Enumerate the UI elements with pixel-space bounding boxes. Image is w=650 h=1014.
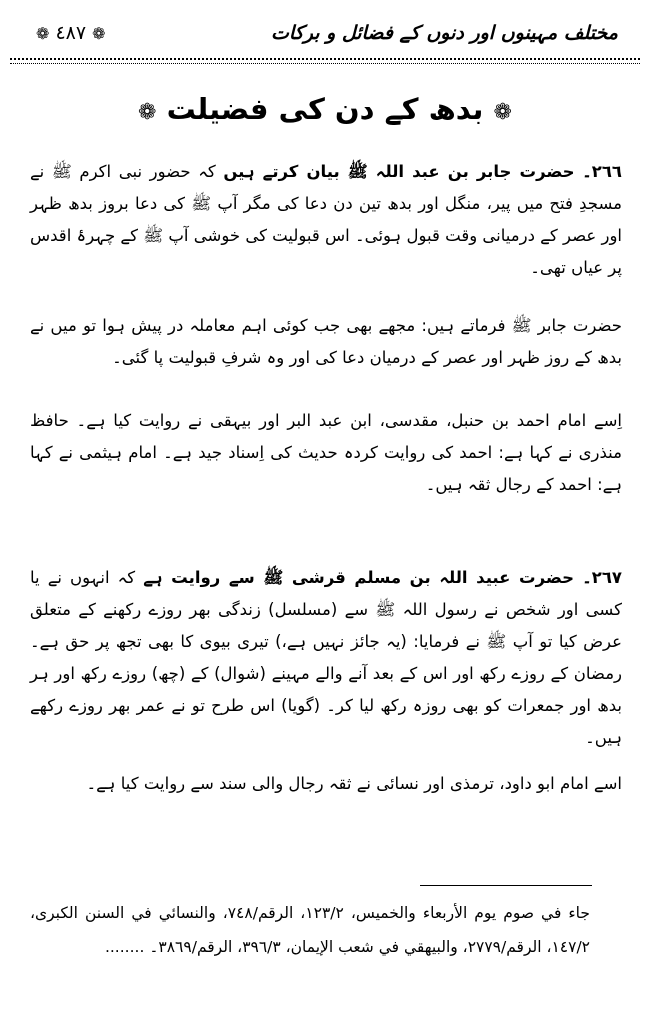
hadith-paragraph-266 [30, 156, 622, 284]
footnote-marker: ........ [104, 938, 145, 956]
footnote-text: جاء في صوم يوم الأربعاء والخميس، ١٢٣/٢، الرقم/٧٤٨، والنسائي في السنن الكبرى، ١٤٧/٢، الرقم/٢٧٧٩، والبيهقي في شعب الإيمان، ٣٩٦/٣، الرقم/٣٨٦٩۔ [30, 904, 590, 956]
header-divider [10, 58, 640, 60]
ornament-right-icon: ❁ [92, 24, 106, 43]
narrator-lead: حضرت جابر بن عبد اللہ ﷺ بیان کرتے ہیں [223, 162, 575, 181]
page-number-value: ٤٨٧ [55, 22, 87, 44]
heading-ornament-right-icon: ❁ [493, 100, 512, 125]
page-number [36, 22, 106, 44]
paragraph-text: کہ حضور نبی اکرم ﷺ نے مسجدِ فتح میں پیر، منگل اور بدھ تین دن دعا کی مگر آپ ﷺ کی دعا بروز بدھ ظہر اور عصر کے درمیانی وقت قبول ہوئی۔ اس قبولیت کی خوشی آپ ﷺ کے چہرۂ اقدس پر عیاں تھی۔ [30, 162, 622, 277]
paragraph-text: حضرت جابر ﷺ فرماتے ہیں: مجھے بھی جب کوئی اہم معاملہ در پیش ہوا تو میں نے بدھ کے روز ظہر اور عصر کے درمیان دعا کی اور وہ شرفِ قبولیت پا گئی۔ [30, 316, 622, 367]
hadith-number: ٢٦٦۔ [582, 162, 622, 181]
paragraph-text: اِسے امام احمد بن حنبل، مقدسی، ابن عبد البر اور بیہقی نے روایت کیا ہے۔ حافظ منذری نے کہا ہے: احمد کی روایت کردہ حدیث کی اِسناد جید ہے۔ امام ہیثمی نے کہا ہے: احمد کے رجال ثقہ ہیں۔ [30, 411, 622, 494]
section-heading [0, 92, 650, 126]
hadith-paragraph-267 [30, 562, 622, 754]
section-heading-text: بدھ کے دن کی فضیلت [166, 92, 484, 126]
narration-paragraph [30, 310, 622, 374]
page-header [0, 14, 650, 50]
heading-ornament-left-icon: ❁ [138, 100, 157, 125]
hadith-number: ٢٦٧۔ [582, 568, 622, 587]
reference-paragraph [30, 405, 622, 501]
narrator-lead: حضرت عبید اللہ بن مسلم قرشی ﷺ سے روایت ہے [143, 568, 575, 587]
header-divider-secondary [10, 63, 640, 64]
reference-paragraph-2 [30, 768, 622, 800]
footnote-divider [420, 885, 592, 886]
paragraph-text: کہ انہوں نے یا کسی اور شخص نے رسول اللہ ﷺ سے (مسلسل) زندگی بھر روزے رکھنے کے متعلق عرض کیا تو آپ ﷺ نے فرمایا: (یہ جائز نہیں ہے،) تیری بیوی کا بھی تجھ پر حق ہے۔ رمضان کے روزے رکھ اور اس کے بعد آنے والے مہینے (شوال) کے (چھ) روزے رکھ اور ہر بدھ اور جمعرات کو بھی روزہ رکھ لیا کر۔ (گویا) اس طرح تو نے عمر بھر روزے رکھے ہیں۔ [30, 568, 622, 747]
ornament-left-icon: ❁ [36, 24, 50, 43]
paragraph-text: اسے امام ابو داود، ترمذی اور نسائی نے ثقہ رجال والی سند سے روایت کیا ہے۔ [86, 774, 622, 793]
running-title: مختلف مہینوں اور دنوں کے فضائل و برکات [270, 22, 618, 44]
footnote [30, 896, 590, 964]
